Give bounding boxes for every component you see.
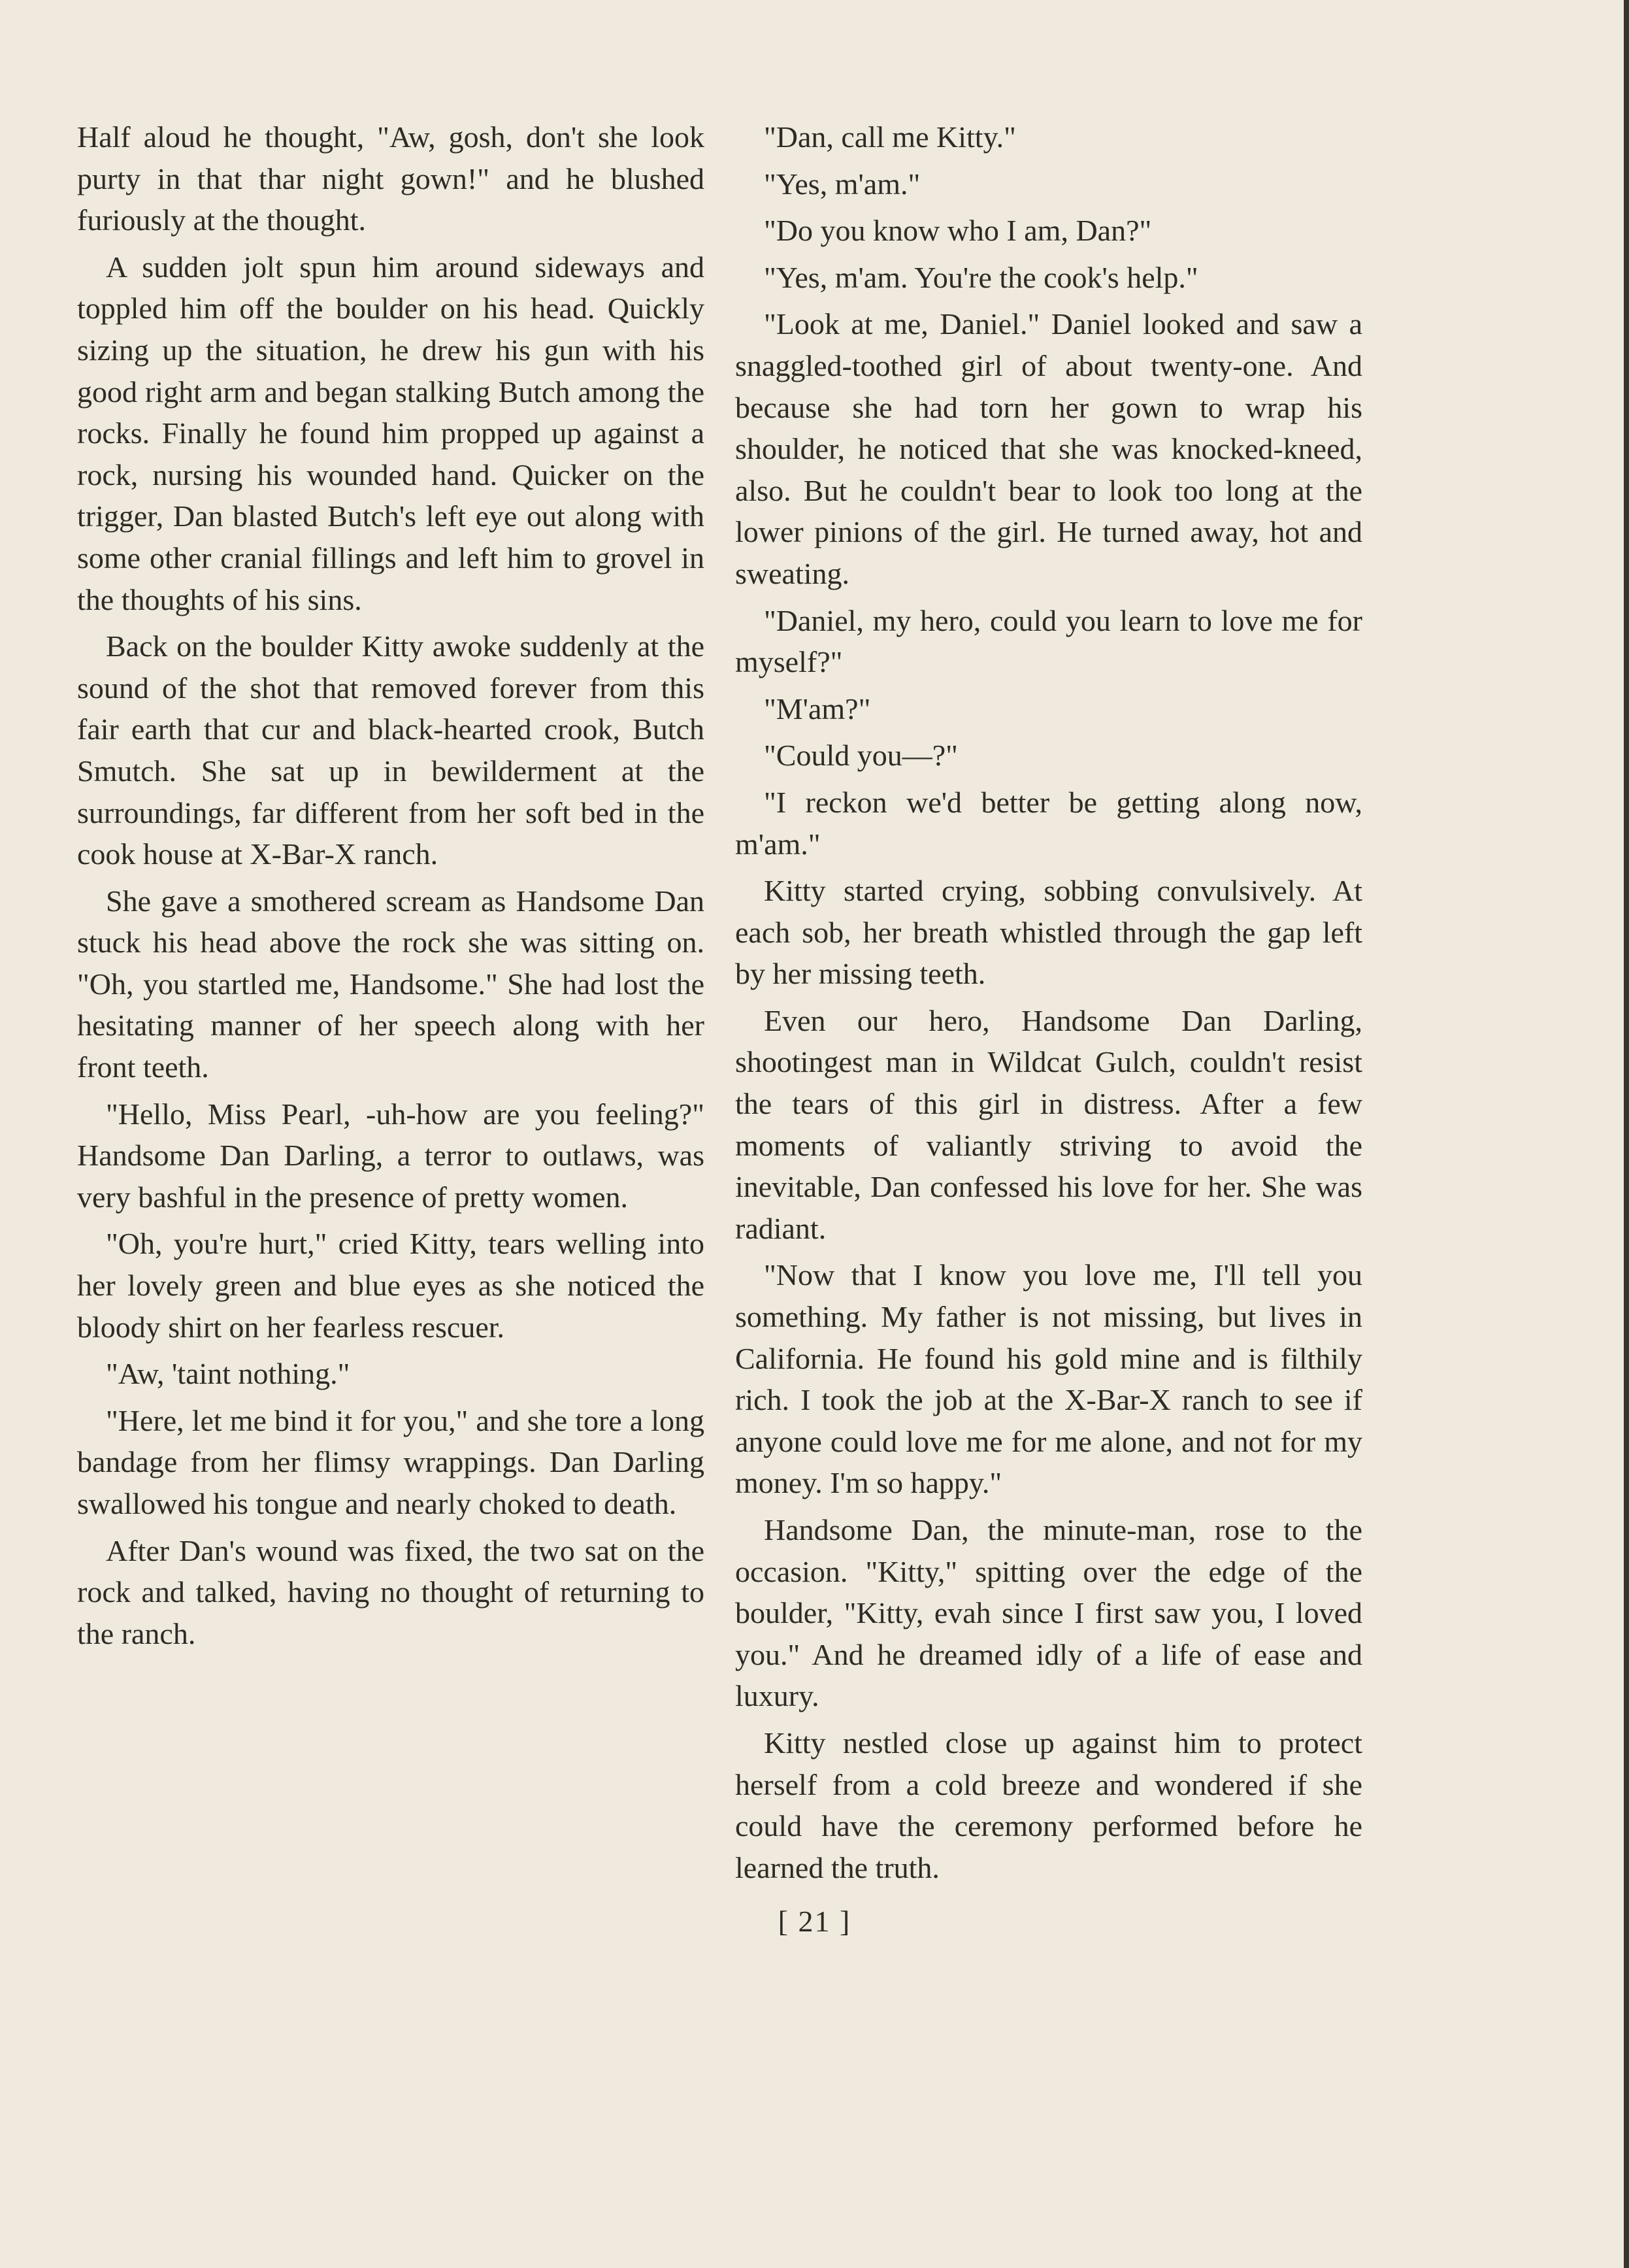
paragraph: "Look at me, Daniel." Daniel looked and saw a snaggled-toothed girl of about twenty-one. And because she had torn her gown to wrap his shoulder, he noticed that she was knocked-kneed, also. But he couldn't bear to look too long at the lower pinions of the girl. He turned away, hot and sweating. [735, 307, 1362, 590]
paragraph: "M'am?" [764, 692, 871, 725]
paragraph: "Aw, 'taint nothing." [106, 1357, 350, 1391]
paragraph: "Hello, Miss Pearl, -uh-how are you feeling?" Handsome Dan Darling, a terror to outlaws, was very bashful in the presence of pretty women. [77, 1097, 704, 1214]
paragraph: After Dan's wound was fixed, the two sat on the rock and talked, having no thought of returning to the ranch. [77, 1533, 704, 1650]
paragraph: "Daniel, my hero, could you learn to love me for myself?" [735, 603, 1362, 679]
paragraph: "I reckon we'd better be getting along now, m'am." [735, 785, 1362, 861]
paragraph: "Do you know who I am, Dan?" [764, 214, 1152, 248]
paragraph: Kitty nestled close up against him to protect herself from a cold breeze and wondered if she could have the ceremony performed before he learned the truth. [735, 1726, 1362, 1884]
paragraph: "Dan, call me Kitty." [764, 120, 1016, 154]
paragraph: "Here, let me bind it for you," and she tore a long bandage from her flimsy wrappings. Dan Darling swallowed his tongue and nearly choked to death. [77, 1403, 704, 1520]
paragraph: Handsome Dan, the minute-man, rose to the occasion. "Kitty," spitting over the edge of the boulder, "Kitty, evah since I first saw you, I loved you." And he dreamed idly of a life of ease and luxury. [735, 1513, 1362, 1713]
page-number: [ 21 ] [778, 1905, 851, 1938]
paragraph: "Oh, you're hurt," cried Kitty, tears welling into her lovely green and blue eyes as she noticed the bloody shirt on her fearless rescuer. [77, 1227, 704, 1344]
paragraph: Even our hero, Handsome Dan Darling, shootingest man in Wildcat Gulch, couldn't resist the tears of this girl in distress. After a few moments of valiantly striving to avoid the inevitable, Dan confessed his love for her. She was radiant. [735, 1003, 1362, 1245]
paragraph: "Yes, m'am." [764, 167, 921, 201]
paragraph: Half aloud he thought, "Aw, gosh, don't she look purty in that thar night gown!" and he blushed furiously at the thought. [77, 120, 704, 237]
right-column [735, 116, 1362, 1893]
paragraph: "Could you—?" [764, 739, 958, 773]
paragraph: "Yes, m'am. You're the cook's help." [764, 260, 1198, 294]
paragraph: Back on the boulder Kitty awoke suddenly at the sound of the shot that removed forever from this fair earth that cur and black-hearted crook, Butch Smutch. She sat up in bewilderment at the surroundings, far different from her soft bed in the cook house at X-Bar-X ranch. [77, 629, 704, 871]
paragraph: Kitty started crying, sobbing convulsively. At each sob, her breath whistled through the gap left by her missing teeth. [735, 874, 1362, 991]
paragraph: A sudden jolt spun him around sideways and toppled him off the boulder on his head. Quickly sizing up the situation, he drew his gun with his good right arm and began stalking Butch among the rocks. Finally he found him propped up against a rock, nursing his wounded hand. Quicker on the trigger, Dan blasted Butch's left eye out along with some other cranial fillings and left him to grovel in the thoughts of his sins. [77, 250, 704, 616]
left-column [77, 116, 704, 1659]
paragraph: "Now that I know you love me, I'll tell you something. My father is not missing, but lives in California. He found his gold mine and is filthily rich. I took the job at the X-Bar-X ranch to see if anyone could love me for me alone, and not for my money. I'm so happy." [735, 1258, 1362, 1500]
paragraph: She gave a smothered scream as Handsome Dan stuck his head above the rock she was sitting on. "Oh, you startled me, Handsome." She had lost the hesitating manner of her speech along with her front teeth. [77, 884, 704, 1084]
